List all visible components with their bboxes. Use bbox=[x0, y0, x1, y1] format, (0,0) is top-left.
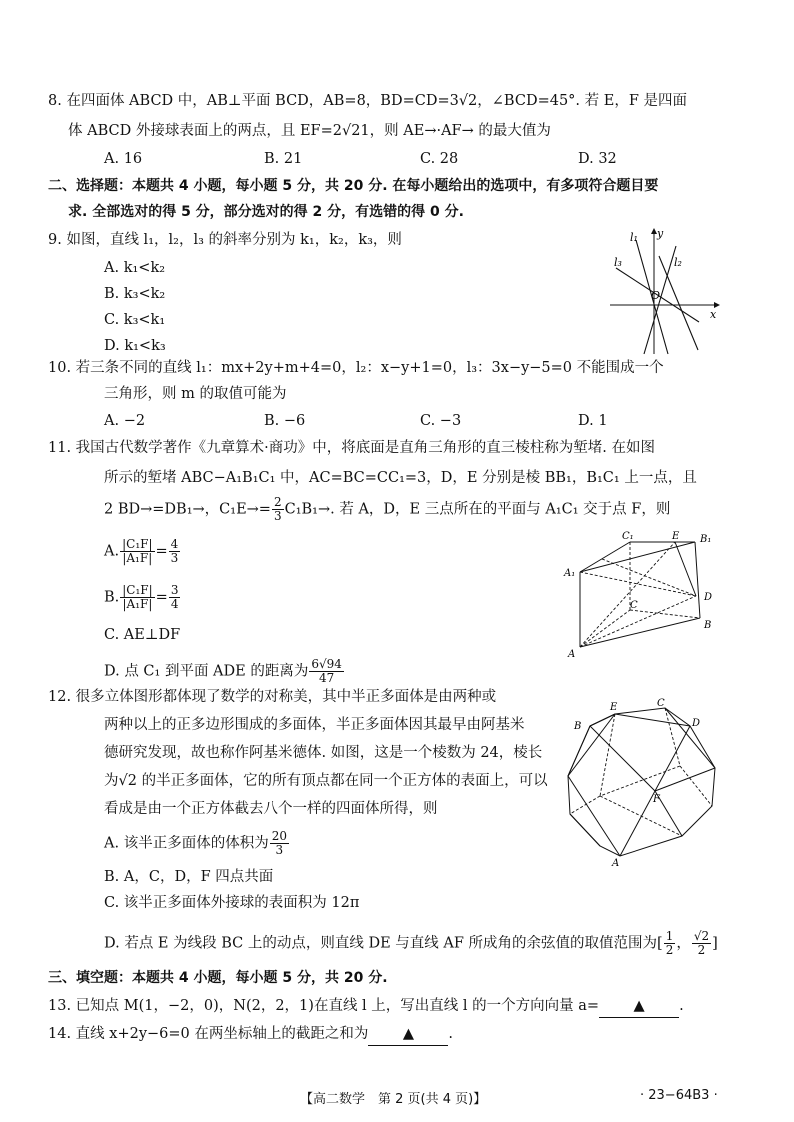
q11-frac-2-3: $\frac{2}{3}$ bbox=[273, 495, 282, 523]
q12-line2: 两种以上的正多边形围成的多面体，半正多面体因其最早由阿基米 bbox=[104, 717, 525, 733]
q8-option-a: A. 16 bbox=[104, 151, 143, 167]
q12-line5: 看成是由一个正方体截去八个一样的四面体所得，则 bbox=[104, 801, 438, 817]
q9-option-c: C. k₃<k₁ bbox=[104, 312, 166, 328]
q9-label-l3: l₃ bbox=[614, 256, 622, 269]
q8-option-b: B. 21 bbox=[264, 151, 303, 167]
q10-option-b: B. −6 bbox=[264, 413, 306, 429]
q11-prism-figure bbox=[560, 530, 730, 660]
section3-header: 三、填空题：本题共 4 小题，每小题 5 分，共 20 分. bbox=[48, 970, 388, 986]
q11-line3: 2 BD→=DB₁→，C₁E→= $\frac{2}{3}$ C₁B₁→. 若 A，D，E 三点所在的平面与 A₁C₁ 交于点 F，则 bbox=[104, 495, 671, 523]
q12-label-a: A bbox=[612, 858, 620, 868]
q9-label-x: x bbox=[710, 308, 717, 321]
q11-label-e: E bbox=[672, 531, 680, 542]
q12-option-c: C. 该半正多面体外接球的表面积为 12π bbox=[104, 895, 360, 911]
q10-option-c: C. −3 bbox=[420, 413, 462, 429]
q13-answer-blank[interactable]: ▲ bbox=[599, 995, 679, 1018]
q8-line2: 体 ABCD 外接球表面上的两点，且 EF=2√21，则 AE→·AF→ 的最大值为 bbox=[68, 123, 551, 139]
q12-label-b: B bbox=[574, 721, 582, 732]
q11-option-d: D. 点 C₁ 到平面 ADE 的距离为 $\frac{6√94}{47}$ bbox=[104, 657, 342, 685]
q11-label-c: C bbox=[630, 600, 638, 611]
q11-label-b: B bbox=[704, 620, 712, 631]
q12-option-d: D. 若点 E 为线段 BC 上的动点，则直线 DE 与直线 AF 所成角的余弦值的取值范围为[ $\frac{1}{2}$ ， $\frac{√2}{2}$ ] bbox=[104, 929, 718, 957]
q8-line1: 8. 在四面体 ABCD 中，AB⊥平面 BCD，AB=8，BD=CD=3√2，∠BCD=45°. 若 E，F 是四面 bbox=[48, 93, 688, 109]
q9-line-figure bbox=[604, 226, 720, 356]
q14: 14. 直线 x+2y−6=0 在两坐标轴上的截距之和为 ▲ . bbox=[48, 1023, 453, 1046]
footer-page-info: 【高二数学 第 2 页(共 4 页)】 bbox=[300, 1092, 487, 1107]
q10-line1: 10. 若三条不同的直线 l₁：mx+2y+m+4=0，l₂：x−y+1=0，l₃：3x−y−5=0 不能围成一个 bbox=[48, 360, 664, 376]
q12-line1: 12. 很多立体图形都体现了数学的对称美，其中半正多面体是由两种或 bbox=[48, 689, 497, 705]
q12-option-a: A. 该半正多面体的体积为 $\frac{20}{3}$ bbox=[104, 829, 287, 857]
q9-option-a: A. k₁<k₂ bbox=[104, 260, 166, 276]
q12-option-b: B. A，C，D，F 四点共面 bbox=[104, 869, 274, 885]
q14-answer-blank[interactable]: ▲ bbox=[368, 1023, 448, 1046]
q9-label-o: O bbox=[651, 289, 661, 302]
q12-label-e: E bbox=[610, 702, 618, 713]
q11-label-a: A bbox=[568, 649, 576, 660]
q9-option-b: B. k₃<k₂ bbox=[104, 286, 166, 302]
q12-polyhedron-figure bbox=[560, 696, 726, 868]
q9-stem: 9. 如图，直线 l₁，l₂，l₃ 的斜率分别为 k₁，k₂，k₃，则 bbox=[48, 232, 402, 248]
section2-header-line1: 二、选择题：本题共 4 小题，每小题 5 分，共 20 分. 在每小题给出的选项中，有多项符合题目要 bbox=[48, 178, 659, 194]
q11-line2: 所示的堑堵 ABC−A₁B₁C₁ 中，AC=BC=CC₁=3，D，E 分别是棱 BB₁，B₁C₁ 上一点，且 bbox=[104, 470, 697, 486]
q12-line3: 德研究发现，故也称作阿基米德体. 如图，这是一个棱数为 24，棱长 bbox=[104, 745, 543, 761]
q9-option-d: D. k₁<k₃ bbox=[104, 338, 166, 354]
q9-label-y: y bbox=[657, 227, 664, 240]
q11-option-a: A. $\frac{\text{|C₁F|}}{\text{|A₁F|}}$ = $\frac{4}{3}$ bbox=[104, 537, 179, 565]
q12-label-f: F bbox=[653, 794, 660, 805]
q11-label-b1: B₁ bbox=[700, 534, 712, 545]
q9-label-l2: l₂ bbox=[674, 256, 682, 269]
q11-label-c1: C₁ bbox=[622, 531, 634, 542]
q8-option-d: D. 32 bbox=[578, 151, 617, 167]
q8-option-c: C. 28 bbox=[420, 151, 459, 167]
q11-label-a1: A₁ bbox=[564, 568, 576, 579]
q10-option-d: D. 1 bbox=[578, 413, 608, 429]
q11-line1: 11. 我国古代数学著作《九章算术·商功》中，将底面是直角三角形的直三棱柱称为堑堵. 在如图 bbox=[48, 440, 655, 456]
footer-code: · 23−64B3 · bbox=[640, 1088, 718, 1103]
q12-label-c: C bbox=[657, 698, 665, 709]
q13: 13. 已知点 M(1，−2，0)，N(2，2，1)在直线 l 上，写出直线 l 的一个方向向量 a= ▲ . bbox=[48, 995, 684, 1018]
q12-label-d: D bbox=[692, 718, 701, 729]
q9-label-l1: l₁ bbox=[630, 231, 638, 244]
q11-label-d: D bbox=[704, 592, 713, 603]
q12-line4: 为√2 的半正多面体，它的所有顶点都在同一个正方体的表面上，可以 bbox=[104, 773, 548, 789]
q10-line2: 三角形，则 m 的取值可能为 bbox=[104, 386, 287, 402]
section2-header-line2: 求. 全部选对的得 5 分，部分选对的得 2 分，有选错的得 0 分. bbox=[68, 204, 464, 220]
q11-option-b: B. $\frac{\text{|C₁F|}}{\text{|A₁F|}}$ = $\frac{3}{4}$ bbox=[104, 583, 179, 611]
q11-option-c: C. AE⊥DF bbox=[104, 627, 181, 643]
q10-option-a: A. −2 bbox=[104, 413, 146, 429]
